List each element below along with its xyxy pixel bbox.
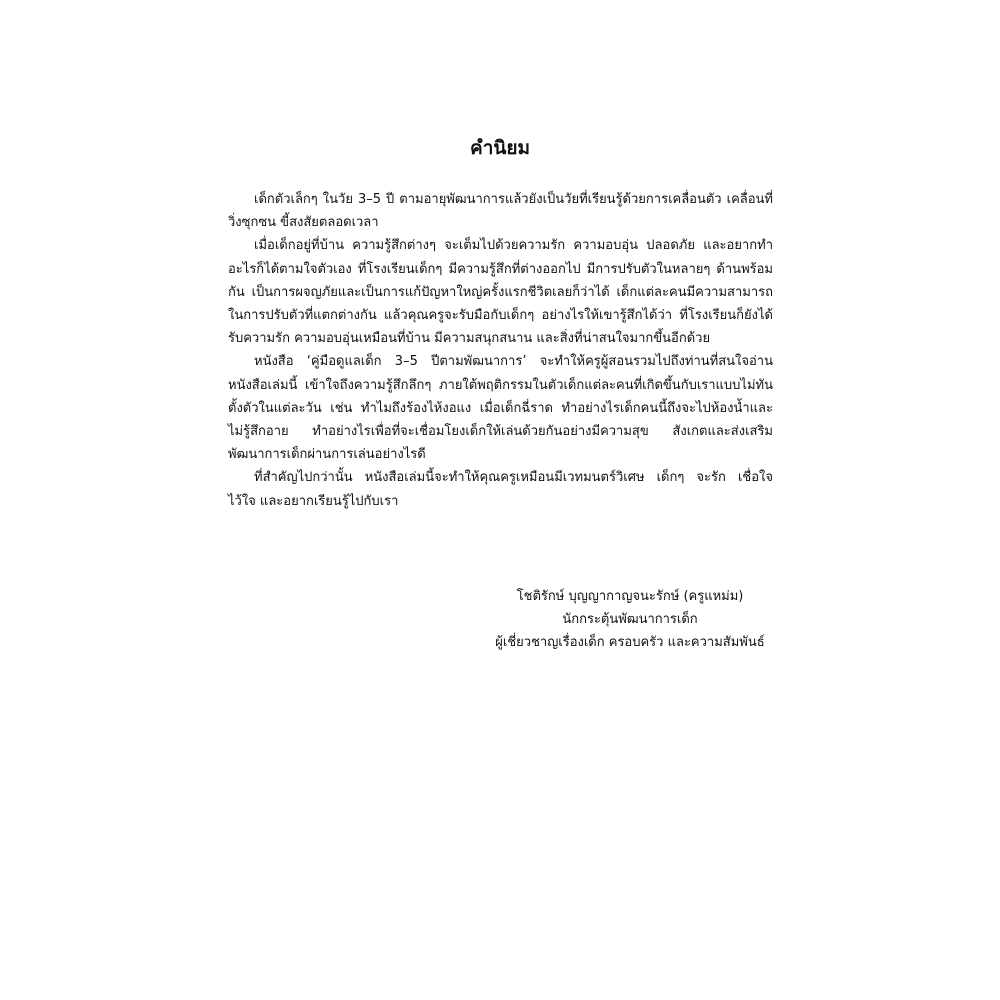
signature-block bbox=[470, 585, 790, 654]
foreword-body bbox=[228, 188, 773, 513]
paragraph-2: เมื่อเด็กอยู่ที่บ้าน ความรู้สึกต่างๆ จะเต็มไปด้วยความรัก ความอบอุ่น ปลอดภัย และอยากทำอะไรก็ได้ตามใจตัวเอง ที่โรงเรียนเด็กๆ มีความรู้สึกที่ต่างออกไป มีการปรับตัวในหลายๆ ด้านพร้อมกัน เป็นการผจญภัยและเป็นการแก้ปัญหาใหญ่ครั้งแรกชีวิตเลยก็ว่าได้ เด็กแต่ละคนมีความสามารถในการปรับตัวที่แตกต่างกัน แล้วคุณครูจะรับมือกับเด็กๆ อย่างไรให้เขารู้สึกได้ว่า ที่โรงเรียนก็ยังได้รับความรัก ความอบอุ่นเหมือนที่บ้าน มีความสนุกสนาน และสิ่งที่น่าสนใจมากขึ้นอีกด้วย bbox=[228, 238, 773, 347]
page-title: คำนิยม bbox=[469, 137, 531, 159]
author-expertise: ผู้เชี่ยวชาญเรื่องเด็ก ครอบครัว และความสัมพันธ์ bbox=[495, 635, 765, 650]
paragraph-1: เด็กตัวเล็กๆ ในวัย 3–5 ปี ตามอายุพัฒนาการแล้วยังเป็นวัยที่เรียนรู้ด้วยการเคลื่อนตัว เคลื่อนที่ วิ่งซุกซน ขี้สงสัยตลอดเวลา bbox=[228, 192, 773, 231]
author-name: โชติรักษ์ บุญญากาญจนะรักษ์ (ครูแหม่ม) bbox=[516, 589, 744, 604]
author-role: นักกระตุ้นพัฒนาการเด็ก bbox=[562, 612, 698, 627]
paragraph-4: ที่สำคัญไปกว่านั้น หนังสือเล่มนี้จะทำให้คุณครูเหมือนมีเวทมนตร์วิเศษ เด็กๆ จะรัก เชื่อใจ ไว้ใจ และอยากเรียนรู้ไปกับเรา bbox=[228, 470, 773, 509]
paragraph-3: หนังสือ ‘คู่มือดูแลเด็ก 3–5 ปีตามพัฒนาการ’ จะทำให้ครูผู้สอนรวมไปถึงท่านที่สนใจอ่านหนังสือเล่มนี้ เข้าใจถึงความรู้สึกลึกๆ ภายใต้พฤติกรรมในตัวเด็กแต่ละคนที่เกิดขึ้นกับเราแบบไม่ทันตั้งตัวในแต่ละวัน เช่น ทำไมถึงร้องไห้งอแง เมื่อเด็กฉี่ราด ทำอย่างไรเด็กคนนี้ถึงจะไปห้องน้ำและไม่รู้สึกอาย ทำอย่างไรเพื่อที่จะเชื่อมโยงเด็กให้เล่นด้วยกันอย่างมีความสุข สังเกตและส่งเสริมพัฒนาการเด็กผ่านการเล่นอย่างไรดี bbox=[228, 354, 773, 463]
